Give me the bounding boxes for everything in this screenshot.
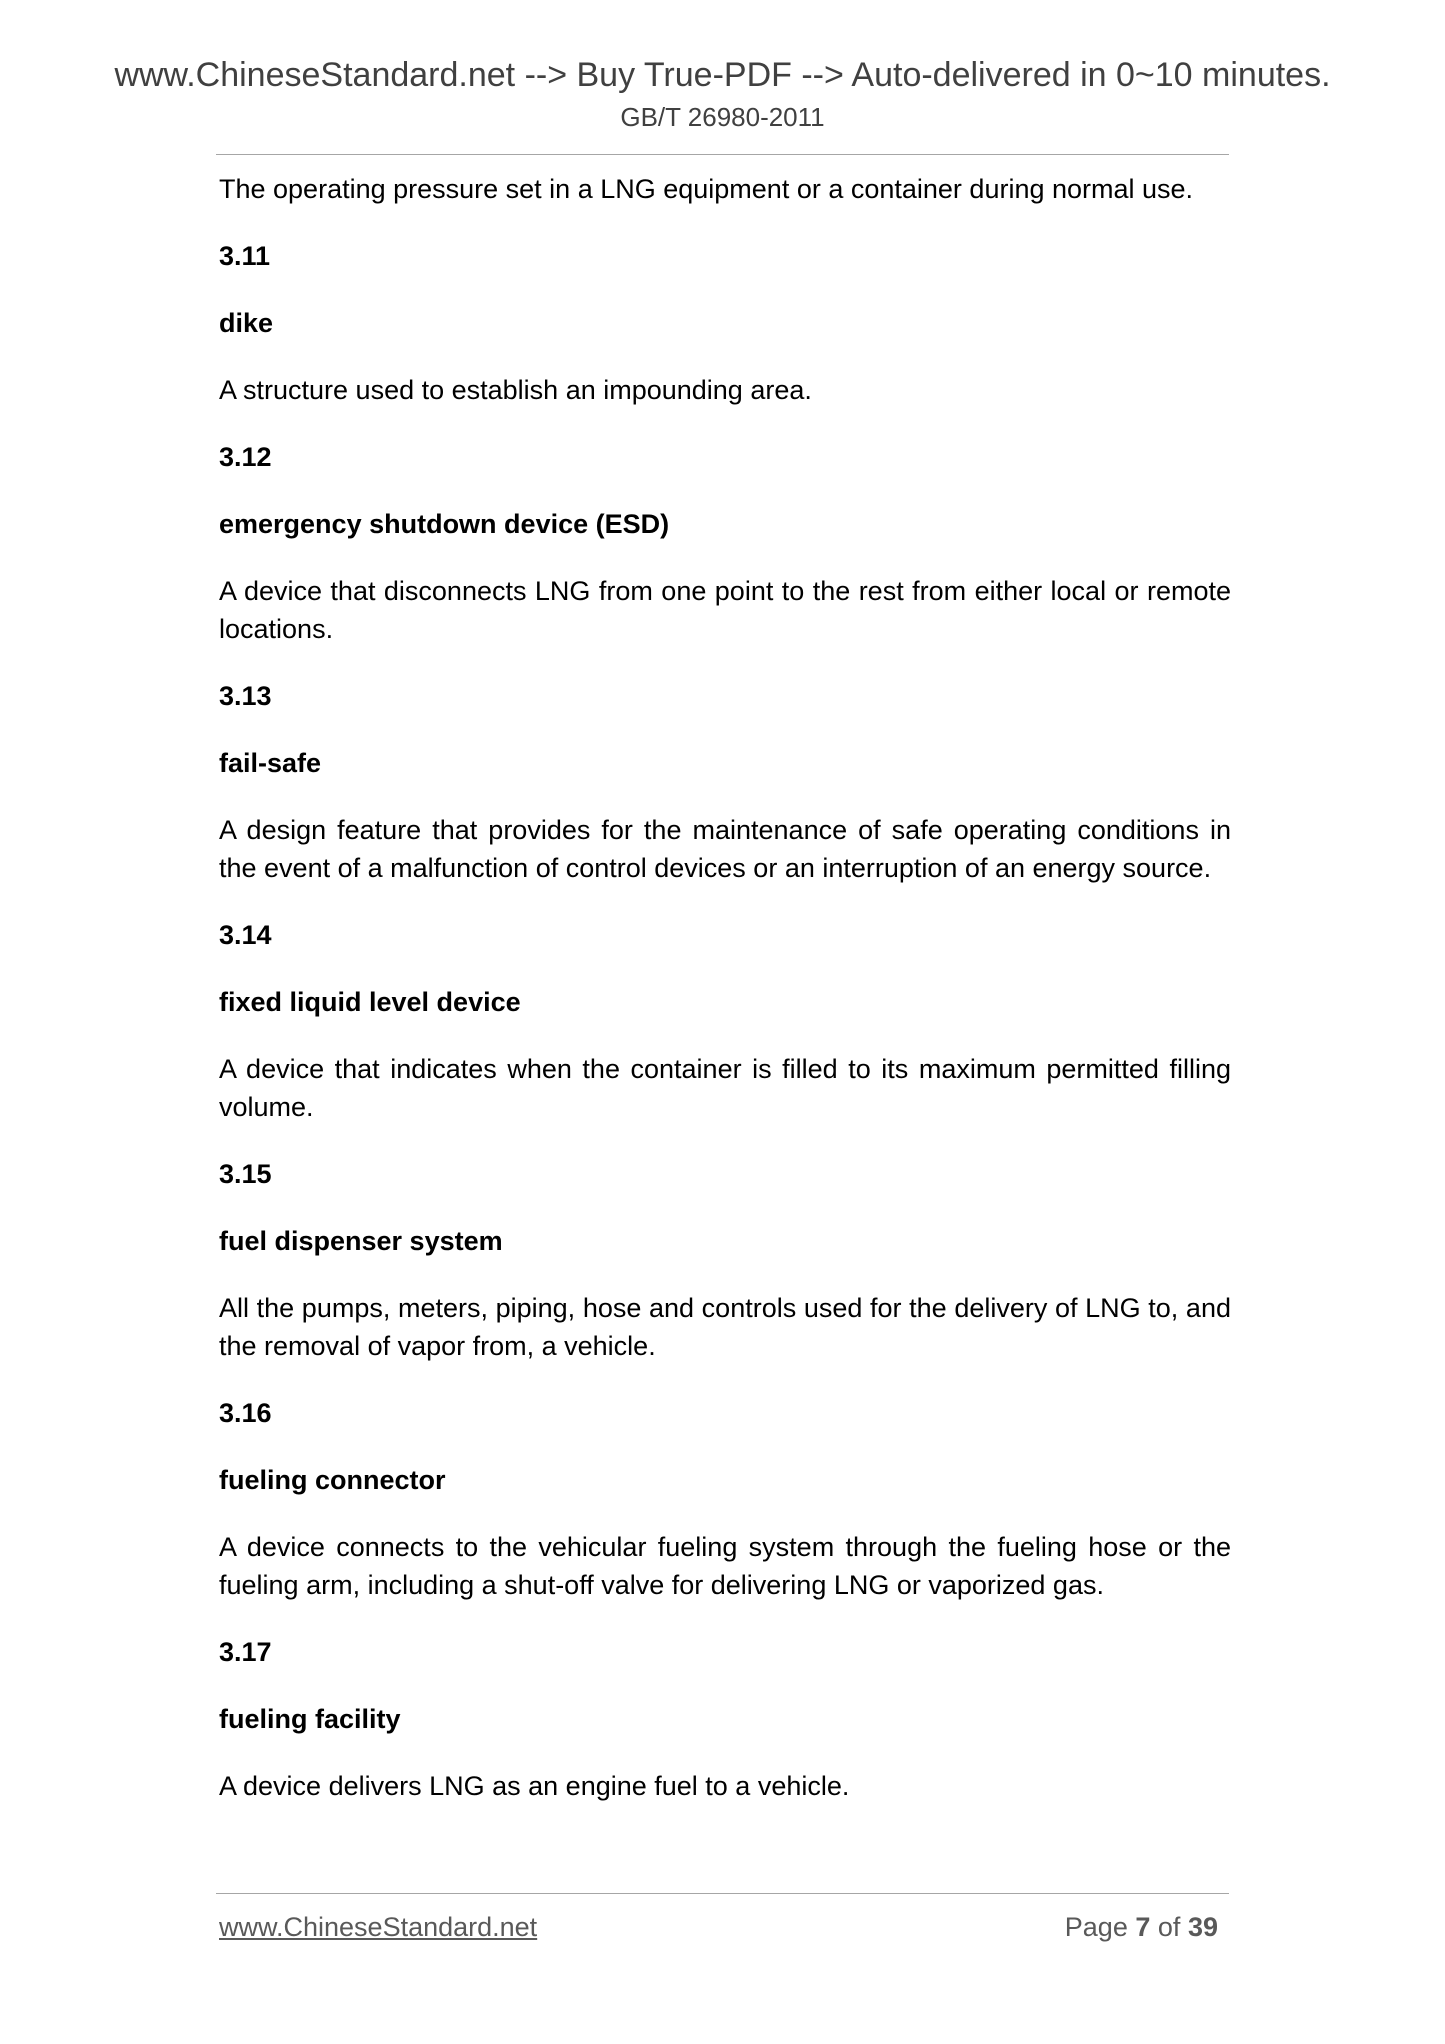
entry-3-16 bbox=[219, 1394, 1231, 1604]
entry-definition: A design feature that provides for the maintenance of safe operating conditions in the event of a malfunction of control devices or an interruption of an energy source. bbox=[219, 815, 1231, 883]
entry-definition: All the pumps, meters, piping, hose and controls used for the delivery of LNG to, and the removal of vapor from, a vehicle. bbox=[219, 1293, 1231, 1361]
entry-number: 3.16 bbox=[219, 1398, 272, 1428]
entry-definition: A device that disconnects LNG from one point to the rest from either local or remote locations. bbox=[219, 576, 1231, 644]
entry-3-15 bbox=[219, 1155, 1231, 1365]
entry-term: emergency shutdown device (ESD) bbox=[219, 509, 670, 539]
entry-3-13 bbox=[219, 677, 1231, 887]
entry-definition: A device delivers LNG as an engine fuel to a vehicle. bbox=[219, 1771, 850, 1801]
page-total: 39 bbox=[1187, 1912, 1218, 1942]
entry-number: 3.15 bbox=[219, 1159, 272, 1189]
header-banner: www.ChineseStandard.net --> Buy True-PDF --> Auto-delivered in 0~10 minutes. bbox=[114, 56, 1331, 94]
entry-number: 3.17 bbox=[219, 1637, 272, 1667]
standard-code: GB/T 26980-2011 bbox=[620, 102, 825, 132]
entry-3-11 bbox=[219, 237, 1231, 409]
entry-definition: A device that indicates when the container is filled to its maximum permitted filling volume. bbox=[219, 1054, 1231, 1122]
entry-3-17 bbox=[219, 1633, 1231, 1805]
entry-3-14 bbox=[219, 916, 1231, 1126]
page-indicator bbox=[1065, 1912, 1218, 1943]
entry-definition: A device connects to the vehicular fueling system through the fueling hose or the fueling arm, including a shut-off valve for delivering LNG or vaporized gas. bbox=[219, 1532, 1231, 1600]
entry-3-12 bbox=[219, 438, 1231, 648]
document-body bbox=[219, 170, 1231, 1834]
footer-website-link[interactable]: www.ChineseStandard.net bbox=[219, 1912, 538, 1942]
entry-term: fueling facility bbox=[219, 1704, 401, 1734]
page-of: of bbox=[1157, 1912, 1181, 1942]
entry-term: dike bbox=[219, 308, 274, 338]
footer-divider bbox=[216, 1893, 1229, 1894]
page-label: Page bbox=[1064, 1912, 1128, 1942]
entry-term: fail-safe bbox=[219, 748, 322, 778]
entry-term: fixed liquid level device bbox=[219, 987, 521, 1017]
entry-term: fuel dispenser system bbox=[219, 1226, 503, 1256]
entry-number: 3.12 bbox=[219, 442, 272, 472]
page-current: 7 bbox=[1135, 1912, 1151, 1942]
entry-term: fueling connector bbox=[219, 1465, 446, 1495]
entry-number: 3.11 bbox=[219, 241, 271, 271]
intro-paragraph: The operating pressure set in a LNG equipment or a container during normal use. bbox=[219, 174, 1194, 204]
header-divider bbox=[216, 154, 1229, 155]
entry-number: 3.14 bbox=[219, 920, 272, 950]
entry-definition: A structure used to establish an impounding area. bbox=[219, 375, 812, 405]
entry-number: 3.13 bbox=[219, 681, 272, 711]
